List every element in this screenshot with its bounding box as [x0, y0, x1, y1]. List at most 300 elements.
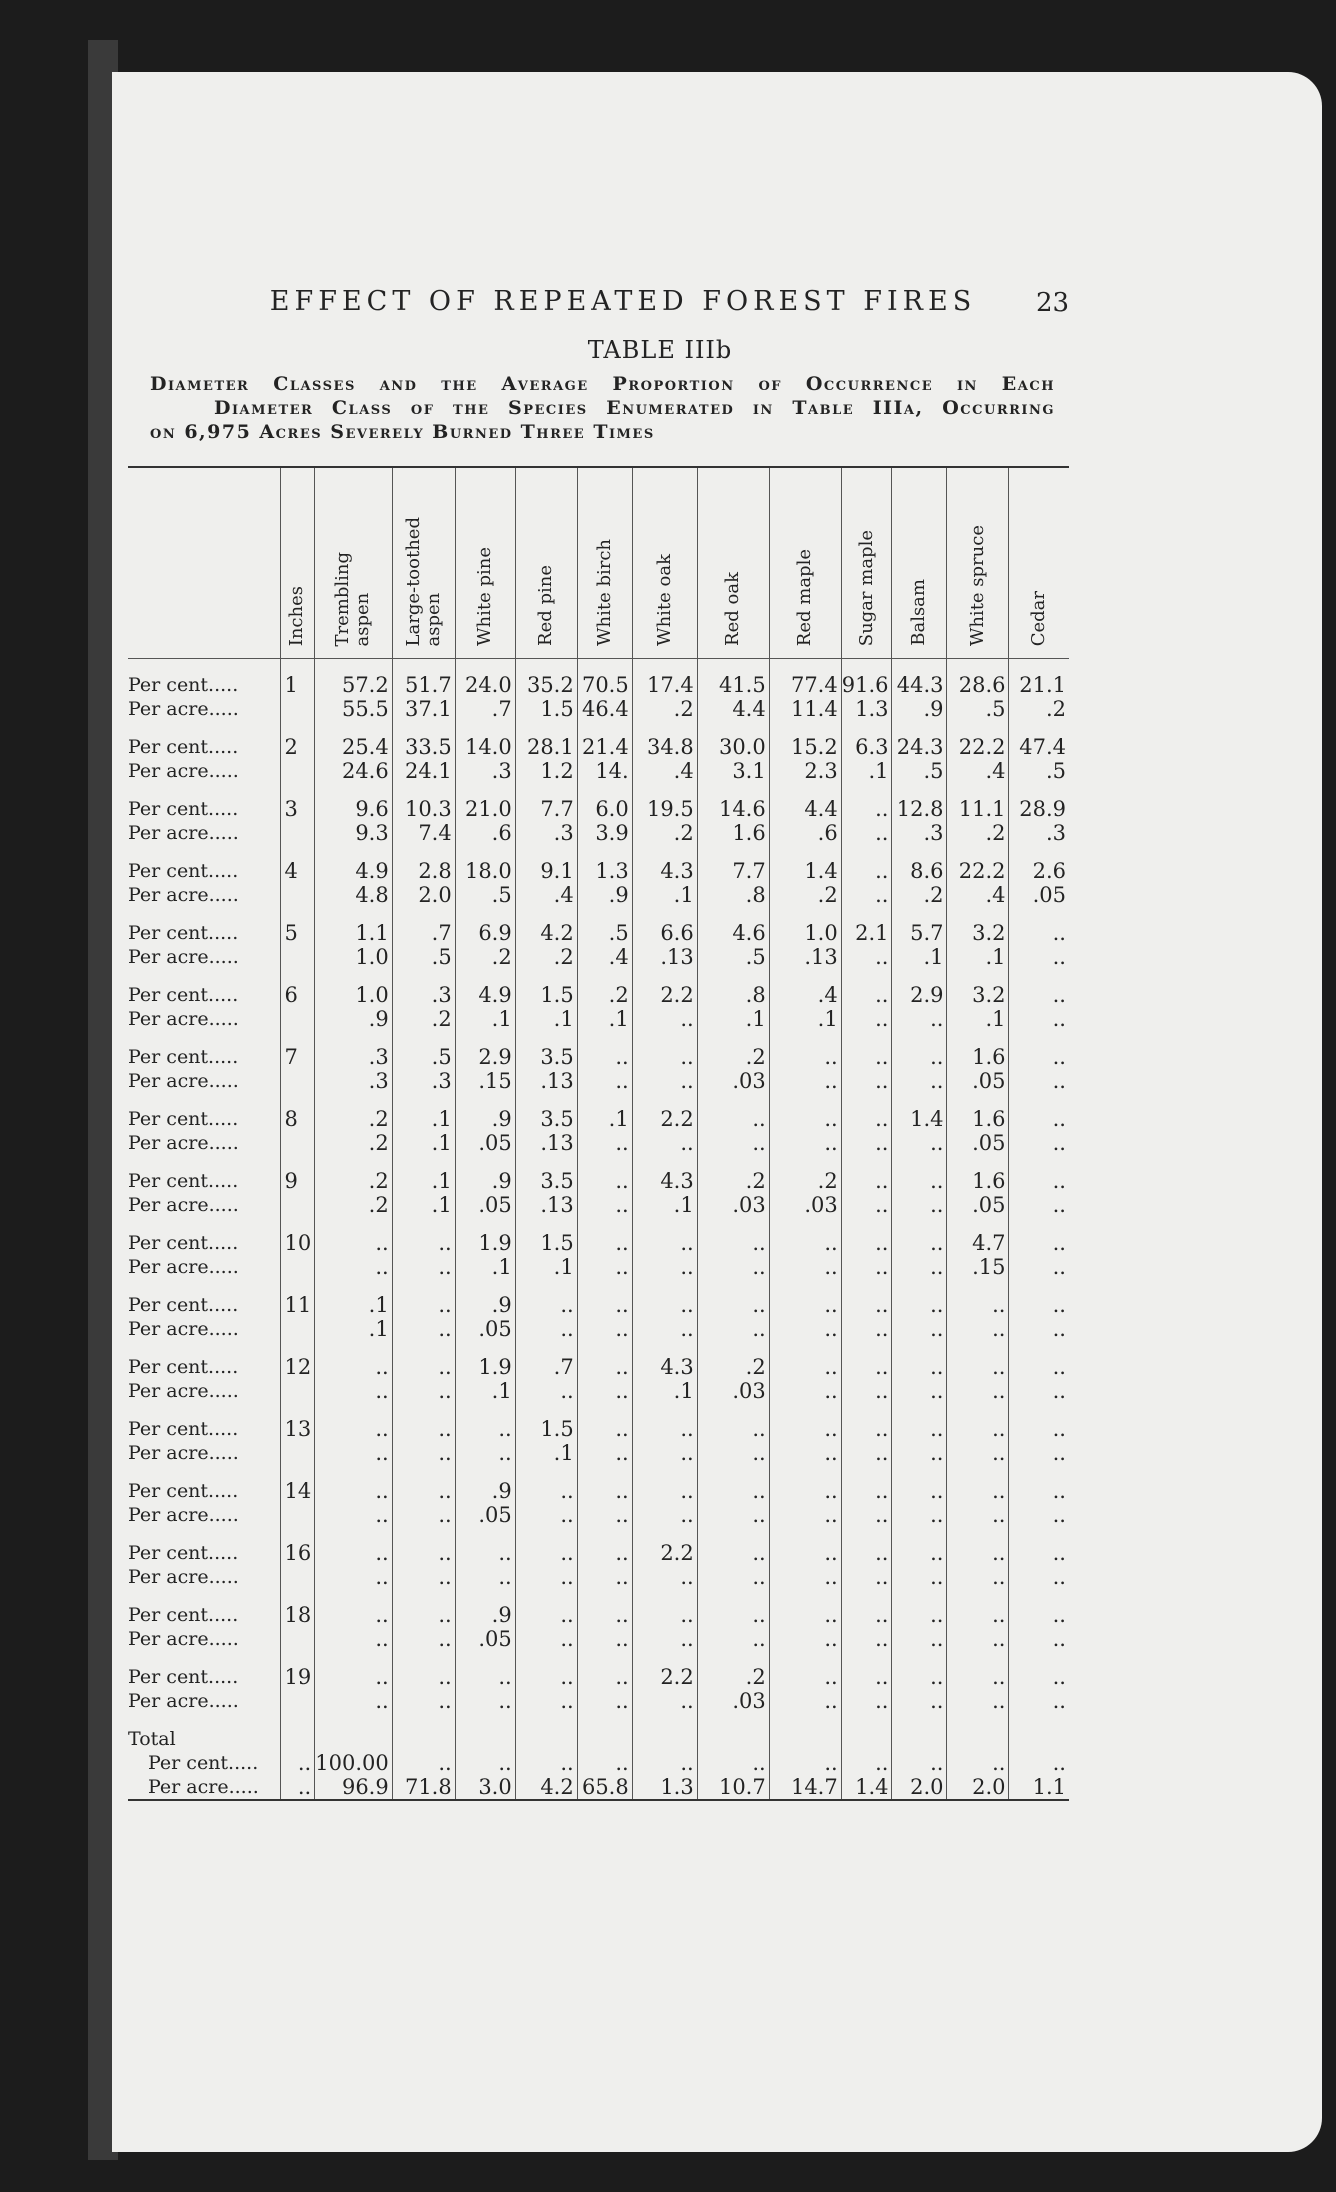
species-cell: [455, 1465, 515, 1527]
species-cell: [515, 783, 577, 845]
table-value: 1.6: [972, 1045, 1006, 1069]
table-value: .1: [431, 1169, 452, 1193]
table-value: .1: [491, 1007, 512, 1031]
table-value: ..: [438, 1603, 452, 1627]
table-value: .4: [553, 883, 574, 907]
species-cell: [392, 1341, 455, 1403]
table-value: 1.4: [804, 859, 838, 883]
table-value: ..: [992, 1503, 1006, 1527]
table-value: [633, 1727, 697, 1751]
species-cell: [515, 969, 577, 1031]
row-label-cell: [128, 1155, 280, 1217]
row-label-cell: [128, 1279, 280, 1341]
table-value: 4.3: [660, 859, 694, 883]
species-cell: [455, 1527, 515, 1589]
table-value: ..: [875, 1503, 889, 1527]
column-header-7: [697, 467, 769, 659]
species-cell: [1009, 1589, 1069, 1651]
species-cell: [515, 721, 577, 783]
table-value: ..: [680, 1231, 694, 1255]
table-value: .1: [553, 1441, 574, 1465]
table-value: 1.3: [660, 1775, 694, 1799]
per-acre-label: Per acre.....: [128, 698, 239, 720]
table-value: 2.2: [660, 1107, 694, 1131]
table-value: 21.0: [464, 797, 512, 821]
table-value: .03: [732, 1193, 766, 1217]
table-value: ..: [875, 1479, 889, 1503]
table-value: 18: [284, 1603, 312, 1627]
species-cell: [841, 1403, 892, 1465]
table-value: .9: [491, 1169, 512, 1193]
table-value: ..: [615, 1293, 629, 1317]
total-species-cell: [577, 1713, 632, 1800]
table-value: .05: [972, 1069, 1006, 1093]
table-value: ..: [680, 1317, 694, 1341]
species-cell: [697, 1403, 769, 1465]
table-value: ..: [992, 1417, 1006, 1441]
species-cell: [1009, 845, 1069, 907]
per-acre-label: Per acre.....: [128, 1132, 239, 1154]
table-value: ..: [375, 1379, 389, 1403]
table-value: ..: [875, 1665, 889, 1689]
per-cent-label: Per cent.....: [128, 984, 239, 1006]
species-cell: [455, 1279, 515, 1341]
table-value: 1.4: [855, 1775, 889, 1799]
per-cent-label: Per cent.....: [128, 1542, 239, 1564]
table-value: ..: [875, 1379, 889, 1403]
table-value: .1: [817, 1007, 838, 1031]
table-value: ..: [375, 1417, 389, 1441]
species-cell: [1009, 1341, 1069, 1403]
table-value: .1: [491, 1255, 512, 1279]
table-value: ..: [498, 1689, 512, 1713]
table-title: TABLE IIIb: [587, 336, 733, 364]
table-value: .05: [1032, 883, 1066, 907]
species-cell: [892, 907, 947, 969]
table-value: [1009, 1727, 1069, 1751]
species-cell: [515, 1341, 577, 1403]
species-cell: [577, 1279, 632, 1341]
species-cell: [315, 1093, 392, 1155]
table-value: 4.2: [540, 1775, 574, 1799]
table-value: .13: [540, 1193, 574, 1217]
table-value: ..: [752, 1627, 766, 1651]
table-value: 4.4: [804, 797, 838, 821]
species-cell: [515, 659, 577, 721]
species-cell: [1009, 659, 1069, 721]
table-value: ..: [375, 1689, 389, 1713]
table-value: .3: [923, 821, 944, 845]
table-value: 9.1: [540, 859, 574, 883]
table-value: .5: [608, 921, 629, 945]
row-label-cell: [128, 1031, 280, 1093]
species-cell: [515, 1651, 577, 1713]
table-value: .05: [478, 1131, 512, 1155]
table-value: ..: [297, 1751, 312, 1775]
table-value: ..: [824, 1355, 838, 1379]
species-cell: [892, 783, 947, 845]
inches-cell: [280, 1341, 315, 1403]
table-value: ..: [1052, 1479, 1066, 1503]
table-value: .2: [985, 821, 1006, 845]
species-cell: [577, 907, 632, 969]
caption-line-3: on 6,975 Acres Severely Burned Three Times: [150, 421, 655, 443]
table-value: .2: [923, 883, 944, 907]
caption-line-1: Diameter Classes and the Average Proportion of Occurrence in Each: [150, 373, 1055, 395]
species-cell: [892, 659, 947, 721]
table-value: 1.0: [355, 983, 389, 1007]
species-cell: [1009, 1279, 1069, 1341]
table-value: ..: [560, 1627, 574, 1651]
species-cell: [455, 1217, 515, 1279]
table-value: 2.0: [972, 1775, 1006, 1799]
table-value: .05: [478, 1503, 512, 1527]
per-cent-label: Per cent.....: [128, 674, 239, 696]
table-value: ..: [930, 1441, 944, 1465]
table-value: 1.5: [540, 1417, 574, 1441]
table-value: .05: [972, 1193, 1006, 1217]
table-value: ..: [680, 1417, 694, 1441]
table-value: .05: [478, 1317, 512, 1341]
species-cell: [841, 1589, 892, 1651]
per-cent-label: Per cent.....: [128, 1232, 239, 1254]
table-value: ..: [615, 1441, 629, 1465]
per-acre-label: Per acre.....: [128, 1504, 239, 1526]
table-value: ..: [930, 1541, 944, 1565]
table-value: ..: [930, 1665, 944, 1689]
table-value: ..: [875, 1627, 889, 1651]
column-header-label: Large-toothed aspen: [402, 516, 444, 646]
table-value: 24.3: [896, 735, 944, 759]
row-label-cell: [128, 721, 280, 783]
table-value: ..: [875, 1193, 889, 1217]
species-cell: [632, 907, 697, 969]
table-value: ..: [992, 1665, 1006, 1689]
species-cell: [769, 1465, 841, 1527]
table-value: ..: [875, 1231, 889, 1255]
table-value: ..: [752, 1317, 766, 1341]
total-species-cell: [632, 1713, 697, 1800]
table-value: .05: [972, 1131, 1006, 1155]
table-value: 2: [284, 735, 298, 759]
diameter-class-row: [128, 1341, 1069, 1403]
diameter-class-row: [128, 659, 1069, 721]
table-value: ..: [615, 1169, 629, 1193]
species-cell: [577, 1341, 632, 1403]
table-value: ..: [824, 1603, 838, 1627]
species-cell: [947, 783, 1009, 845]
table-value: ..: [824, 1255, 838, 1279]
diameter-class-row: [128, 907, 1069, 969]
species-cell: [455, 1093, 515, 1155]
species-cell: [455, 907, 515, 969]
species-cell: [315, 1155, 392, 1217]
species-cell: [947, 1093, 1009, 1155]
table-value: .5: [745, 945, 766, 969]
table-value: ..: [1052, 1503, 1066, 1527]
table-value: ..: [498, 1751, 512, 1775]
table-value: ..: [1052, 1045, 1066, 1069]
table-value: .5: [431, 1045, 452, 1069]
table-value: ..: [560, 1689, 574, 1713]
per-acre-label: Per acre.....: [128, 760, 239, 782]
column-header-9: [841, 467, 892, 659]
table-value: .4: [985, 759, 1006, 783]
species-cell: [841, 1093, 892, 1155]
row-label-cell: [128, 1527, 280, 1589]
species-cell: [392, 969, 455, 1031]
species-cell: [315, 907, 392, 969]
table-value: .1: [553, 1255, 574, 1279]
table-value: 1.9: [478, 1355, 512, 1379]
table-value: ..: [752, 1231, 766, 1255]
column-header-label: Sugar maple: [855, 529, 877, 646]
species-cell: [632, 1465, 697, 1527]
species-cell: [769, 1279, 841, 1341]
species-cell: [769, 1155, 841, 1217]
table-value: ..: [615, 1379, 629, 1403]
table-value: ..: [824, 1441, 838, 1465]
table-value: ..: [438, 1689, 452, 1713]
table-value: [393, 1727, 455, 1751]
table-value: ..: [680, 1255, 694, 1279]
table-caption: [150, 372, 1055, 444]
table-value: 6.9: [478, 921, 512, 945]
species-cell: [697, 1155, 769, 1217]
stub-header: [128, 467, 280, 659]
species-cell: [315, 1279, 392, 1341]
species-cell: [892, 1341, 947, 1403]
table-value: ..: [824, 1417, 838, 1441]
table-value: 1.1: [1032, 1775, 1066, 1799]
species-cell: [577, 721, 632, 783]
table-value: ..: [560, 1603, 574, 1627]
column-header-label: Red oak: [722, 572, 744, 646]
species-cell: [632, 1093, 697, 1155]
species-cell: [455, 845, 515, 907]
species-cell: [315, 1465, 392, 1527]
table-value: 12.8: [896, 797, 944, 821]
table-value: ..: [438, 1627, 452, 1651]
table-value: 2.9: [478, 1045, 512, 1069]
species-cell: [1009, 1403, 1069, 1465]
species-cell: [1009, 1031, 1069, 1093]
table-value: ..: [992, 1479, 1006, 1503]
table-value: ..: [824, 1541, 838, 1565]
table-value: 4.8: [355, 883, 389, 907]
species-cell: [841, 1651, 892, 1713]
species-cell: [577, 659, 632, 721]
species-cell: [947, 1217, 1009, 1279]
per-acre-label: Per acre.....: [128, 1442, 239, 1464]
species-cell: [392, 845, 455, 907]
species-cell: [697, 783, 769, 845]
total-per-cent-label: Per cent.....: [148, 1752, 259, 1774]
species-cell: [632, 1403, 697, 1465]
species-cell: [392, 1589, 455, 1651]
table-value: ..: [615, 1255, 629, 1279]
table-value: ..: [752, 1441, 766, 1465]
species-cell: [455, 721, 515, 783]
table-value: ..: [375, 1603, 389, 1627]
species-cell: [392, 1279, 455, 1341]
table-value: 22.2: [958, 735, 1006, 759]
diameter-class-row: [128, 1279, 1069, 1341]
table-value: 6.0: [595, 797, 629, 821]
table-value: [281, 1727, 315, 1751]
table-value: ..: [930, 1479, 944, 1503]
species-cell: [315, 1031, 392, 1093]
table-value: .3: [1045, 821, 1066, 845]
table-value: ..: [560, 1565, 574, 1589]
per-cent-label: Per cent.....: [128, 922, 239, 944]
table-value: ..: [438, 1541, 452, 1565]
table-value: ..: [992, 1689, 1006, 1713]
table-value: 96.9: [341, 1775, 389, 1799]
table-value: 1.6: [732, 821, 766, 845]
table-value: 2.2: [660, 1665, 694, 1689]
table-value: ..: [1052, 983, 1066, 1007]
table-value: ..: [560, 1479, 574, 1503]
species-cell: [392, 1155, 455, 1217]
species-cell: [392, 1031, 455, 1093]
table-value: ..: [930, 1627, 944, 1651]
per-acre-label: Per acre.....: [128, 1070, 239, 1092]
table-value: 21.1: [1019, 673, 1066, 697]
table-value: ..: [438, 1379, 452, 1403]
table-value: ..: [1052, 1131, 1066, 1155]
species-cell: [577, 783, 632, 845]
species-cell: [841, 1155, 892, 1217]
table-value: ..: [1052, 1627, 1066, 1651]
species-cell: [632, 1217, 697, 1279]
table-value: 3.1: [732, 759, 766, 783]
table-value: 1.4: [910, 1107, 944, 1131]
species-cell: [515, 845, 577, 907]
table-value: 1.1: [355, 921, 389, 945]
table-value: [892, 1727, 946, 1751]
table-value: .9: [491, 1107, 512, 1131]
diameter-class-row: [128, 845, 1069, 907]
table-value: 3.5: [540, 1107, 574, 1131]
row-label-cell: [128, 1589, 280, 1651]
species-cell: [947, 721, 1009, 783]
species-cell: [455, 1155, 515, 1217]
table-value: ..: [875, 1255, 889, 1279]
table-value: 4.2: [540, 921, 574, 945]
species-cell: [892, 1217, 947, 1279]
table-value: .13: [540, 1131, 574, 1155]
table-value: ..: [615, 1131, 629, 1155]
table-value: ..: [875, 1169, 889, 1193]
column-header-4: [515, 467, 577, 659]
table-value: ..: [680, 1627, 694, 1651]
table-value: 28.1: [526, 735, 574, 759]
table-value: .1: [431, 1131, 452, 1155]
table-value: .05: [478, 1193, 512, 1217]
table-value: 14.6: [718, 797, 766, 821]
row-label-cell: [128, 1651, 280, 1713]
species-cell: [455, 783, 515, 845]
table-value: .1: [985, 945, 1006, 969]
table-value: ..: [992, 1603, 1006, 1627]
species-cell: [315, 659, 392, 721]
table-value: ..: [615, 1503, 629, 1527]
species-cell: [515, 1279, 577, 1341]
inches-cell: [280, 1527, 315, 1589]
table-value: ..: [680, 1565, 694, 1589]
table-value: .1: [868, 759, 889, 783]
table-value: 7.7: [540, 797, 574, 821]
row-label-cell: [128, 1217, 280, 1279]
table-value: ..: [1052, 1107, 1066, 1131]
total-species-cell: [841, 1713, 892, 1800]
table-value: 1: [284, 673, 298, 697]
table-value: 35.2: [526, 673, 574, 697]
table-value: 12: [284, 1355, 312, 1379]
species-cell: [515, 1093, 577, 1155]
table-value: 41.5: [718, 673, 766, 697]
species-cell: [632, 1155, 697, 1217]
table-value: ..: [875, 1045, 889, 1069]
table-value: ..: [752, 1603, 766, 1627]
table-value: 3: [284, 797, 298, 821]
table-value: ..: [992, 1293, 1006, 1317]
species-cell: [455, 1651, 515, 1713]
table-value: ..: [1052, 1665, 1066, 1689]
table-value: .1: [985, 1007, 1006, 1031]
species-cell: [769, 1589, 841, 1651]
table-value: .5: [985, 697, 1006, 721]
table-value: ..: [375, 1565, 389, 1589]
species-cell: [632, 845, 697, 907]
table-value: ..: [1052, 1231, 1066, 1255]
inches-cell: [280, 659, 315, 721]
table-value: ..: [680, 1479, 694, 1503]
table-value: ..: [930, 1131, 944, 1155]
table-value: .03: [732, 1379, 766, 1403]
table-value: ..: [1052, 1751, 1066, 1775]
table-value: ..: [680, 1293, 694, 1317]
table-value: .9: [491, 1479, 512, 1503]
table-value: .7: [491, 697, 512, 721]
table-value: .2: [745, 1355, 766, 1379]
table-value: ..: [560, 1503, 574, 1527]
table-value: .1: [368, 1293, 389, 1317]
table-value: ..: [1052, 945, 1066, 969]
species-cell: [892, 1093, 947, 1155]
column-header-3: [455, 467, 515, 659]
species-cell: [892, 1465, 947, 1527]
table-value: 14: [284, 1479, 312, 1503]
species-cell: [697, 1031, 769, 1093]
table-value: ..: [680, 1689, 694, 1713]
species-cell: [632, 1279, 697, 1341]
table-value: ..: [875, 1417, 889, 1441]
table-value: ..: [680, 1007, 694, 1031]
table-value: ..: [498, 1541, 512, 1565]
table-value: .9: [491, 1603, 512, 1627]
species-cell: [892, 721, 947, 783]
species-cell: [697, 1093, 769, 1155]
total-species-cell: [515, 1713, 577, 1800]
table-value: ..: [824, 1627, 838, 1651]
species-cell: [697, 1589, 769, 1651]
table-value: 51.7: [404, 673, 452, 697]
table-value: ..: [752, 1255, 766, 1279]
table-value: ..: [930, 1231, 944, 1255]
species-cell: [515, 907, 577, 969]
